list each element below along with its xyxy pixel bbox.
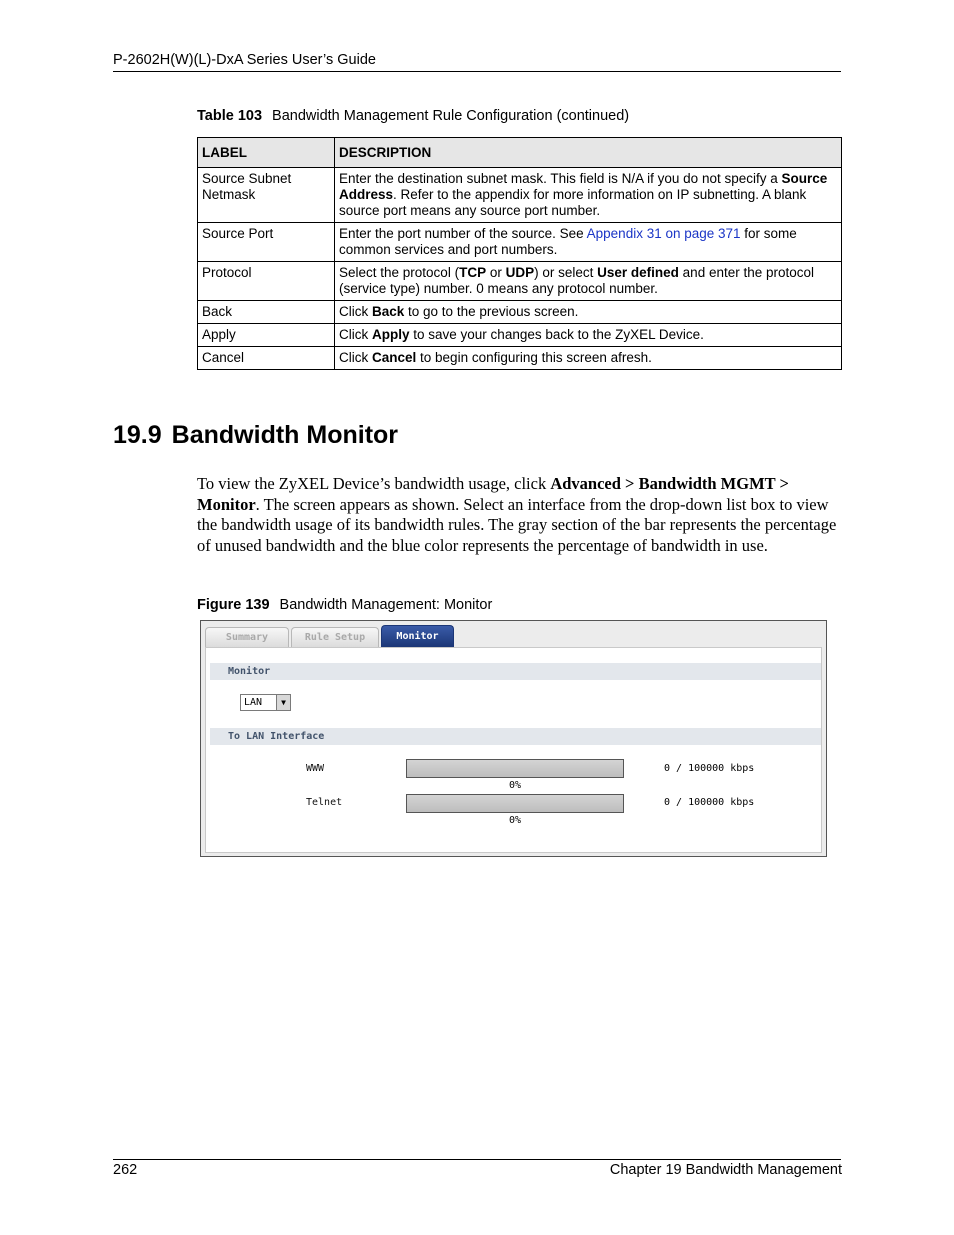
interface-select[interactable] <box>240 694 291 711</box>
table-row <box>198 347 842 370</box>
row-description: Click Cancel to begin configuring this screen afresh. <box>335 347 842 370</box>
rule-name-www: WWW <box>306 763 325 774</box>
usage-kbps-www: 0 / 100000 kbps <box>664 763 755 774</box>
col-label: LABEL <box>198 138 335 168</box>
rule-config-table <box>197 137 842 370</box>
tab-monitor[interactable]: Monitor <box>381 625 454 647</box>
row-label: Back <box>198 301 335 324</box>
usage-bar-www <box>406 759 624 778</box>
table-caption-number: Table 103 <box>197 108 263 124</box>
col-description: DESCRIPTION <box>335 138 842 168</box>
body-paragraph: To view the ZyXEL Device’s bandwidth usage, click Advanced > Bandwidth MGMT > Monitor. The screen appears as shown. Select an interface from the drop-down list box to view the bandwidth usage of its bandwidth rules. The gray section of the bar represents the percentage of unused bandwidth and the blue color represents the percentage of bandwidth in use. <box>197 474 837 555</box>
table-header-row <box>198 138 842 168</box>
chapter-title: Chapter 19 Bandwidth Management <box>609 1162 842 1178</box>
row-description: Enter the port number of the source. See Appendix 31 on page 371 for some common services and port numbers. <box>335 223 842 262</box>
appendix-link[interactable]: Appendix 31 on page 371 <box>586 226 741 241</box>
table-caption <box>197 108 629 124</box>
row-description: Select the protocol (TCP or UDP) or select User defined and enter the protocol (service type) number. 0 means any protocol number. <box>335 262 842 301</box>
running-header: P-2602H(W)(L)-DxA Series User’s Guide <box>113 52 376 68</box>
monitor-screenshot <box>200 620 827 857</box>
table-row <box>198 301 842 324</box>
interface-select-value: LAN <box>244 697 263 708</box>
menu-path: Advanced > Bandwidth MGMT > Monitor <box>197 474 789 514</box>
figure-caption <box>197 597 492 613</box>
table-row <box>198 262 842 301</box>
monitor-heading: Monitor <box>210 663 821 680</box>
row-description: Enter the destination subnet mask. This field is N/A if you do not specify a Source Address. Refer to the appendix for more information on IP subnetting. A blank source port means any source port number. <box>335 168 842 223</box>
section-title: Bandwidth Monitor <box>171 421 399 449</box>
tab-summary[interactable]: Summary <box>205 627 289 647</box>
figure-caption-text: Bandwidth Management: Monitor <box>279 597 493 613</box>
section-number: 19.9 <box>113 421 162 449</box>
dropdown-arrow-icon[interactable]: ▼ <box>276 695 290 710</box>
usage-bar-telnet <box>406 794 624 813</box>
usage-kbps-telnet: 0 / 100000 kbps <box>664 797 755 808</box>
rule-name-telnet: Telnet <box>306 797 343 808</box>
footer-rule <box>113 1159 841 1160</box>
table-row <box>198 168 842 223</box>
page-number: 262 <box>113 1162 138 1178</box>
interface-heading: To LAN Interface <box>210 728 821 745</box>
monitor-panel <box>205 647 822 853</box>
usage-percent-www: 0% <box>508 780 522 791</box>
table-row <box>198 324 842 347</box>
row-label: Apply <box>198 324 335 347</box>
table-caption-text: Bandwidth Management Rule Configuration (continued) <box>272 108 630 124</box>
figure-caption-number: Figure 139 <box>197 597 270 613</box>
row-description: Click Apply to save your changes back to the ZyXEL Device. <box>335 324 842 347</box>
row-label: Cancel <box>198 347 335 370</box>
row-label: Source Port <box>198 223 335 262</box>
table-row <box>198 223 842 262</box>
header-rule <box>113 71 841 72</box>
row-label: Protocol <box>198 262 335 301</box>
section-heading <box>113 421 408 450</box>
row-label: Source Subnet Netmask <box>198 168 335 223</box>
row-description: Click Back to go to the previous screen. <box>335 301 842 324</box>
tab-rule-setup[interactable]: Rule Setup <box>291 627 379 647</box>
usage-percent-telnet: 0% <box>508 815 522 826</box>
